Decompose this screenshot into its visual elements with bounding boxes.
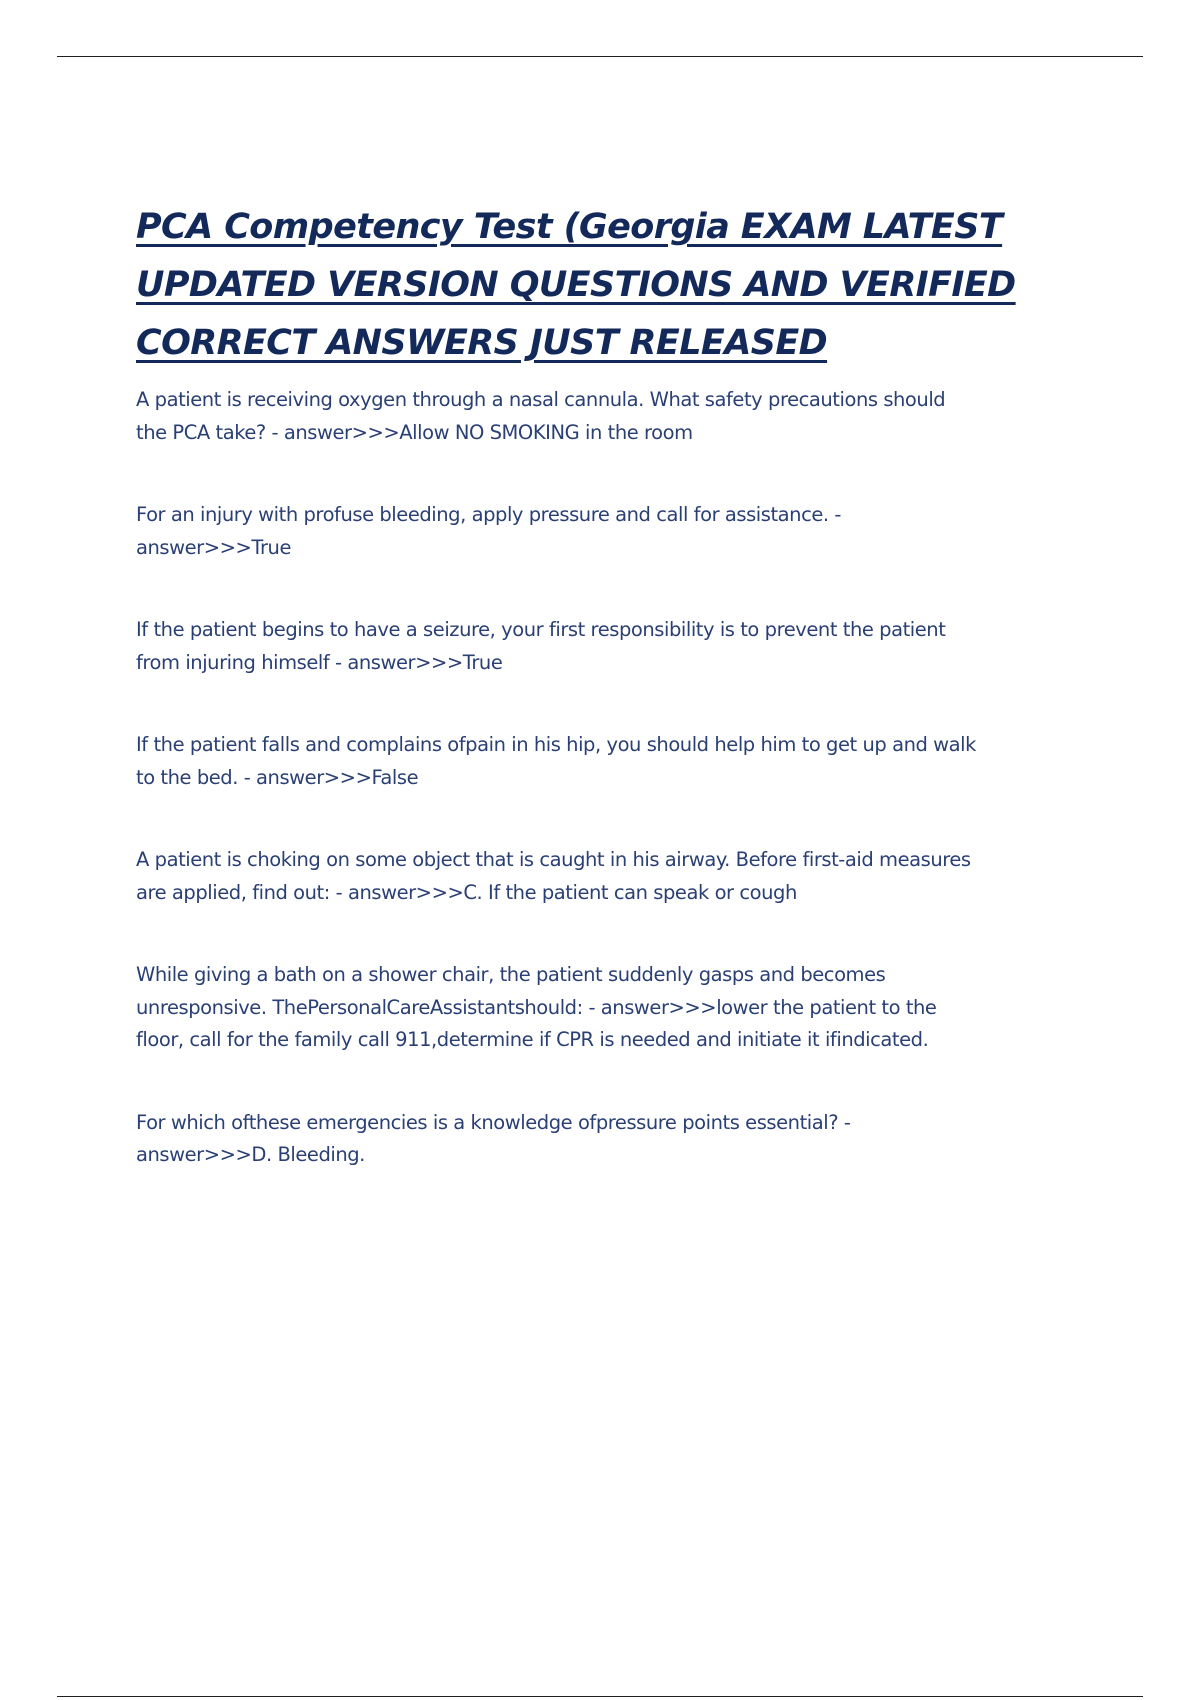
qa-line: answer>>>D. Bleeding. xyxy=(136,1143,365,1166)
qa-line: to the bed. - answer>>>False xyxy=(136,765,419,789)
qa-line: from injuring himself - answer>>>True xyxy=(136,650,503,674)
qa-line: unresponsive. ThePersonalCareAssistantshould: - answer>>>lower the patient to the xyxy=(136,995,937,1019)
question-answer-list xyxy=(136,384,1036,1222)
document-title xyxy=(136,198,1096,372)
qa-item xyxy=(136,959,1036,1057)
qa-line: A patient is receiving oxygen through a nasal cannula. What safety precautions should xyxy=(136,388,946,411)
qa-line: answer>>>True xyxy=(136,535,292,559)
qa-item xyxy=(136,844,1036,909)
qa-line: If the patient falls and complains ofpain in his hip, you should help him to get up and walk xyxy=(136,733,976,756)
qa-line: While giving a bath on a shower chair, the patient suddenly gasps and becomes xyxy=(136,963,886,986)
qa-line: A patient is choking on some object that is caught in his airway. Before first-aid measures xyxy=(136,848,971,871)
qa-line: the PCA take? - answer>>>Allow NO SMOKING in the room xyxy=(136,420,693,444)
title-line: UPDATED VERSION QUESTIONS AND VERIFIED xyxy=(136,265,1016,305)
qa-line: For an injury with profuse bleeding, apply pressure and call for assistance. - xyxy=(136,503,841,526)
qa-item xyxy=(136,614,1036,679)
qa-line: are applied, find out: - answer>>>C. If the patient can speak or cough xyxy=(136,880,797,904)
qa-item xyxy=(136,499,1036,564)
title-line: PCA Competency Test (Georgia EXAM LATEST xyxy=(136,207,1003,247)
qa-item xyxy=(136,729,1036,794)
qa-line: floor, call for the family call 911,determine if CPR is needed and initiate it ifindicated. xyxy=(136,1028,929,1051)
qa-item xyxy=(136,384,1036,449)
qa-line: For which ofthese emergencies is a knowledge ofpressure points essential? - xyxy=(136,1110,851,1134)
header-rule xyxy=(57,56,1143,57)
title-line: CORRECT ANSWERS JUST RELEASED xyxy=(136,323,828,363)
qa-item xyxy=(136,1107,1036,1172)
footer-rule xyxy=(57,1696,1143,1697)
qa-line: If the patient begins to have a seizure, your first responsibility is to prevent the patient xyxy=(136,618,946,641)
